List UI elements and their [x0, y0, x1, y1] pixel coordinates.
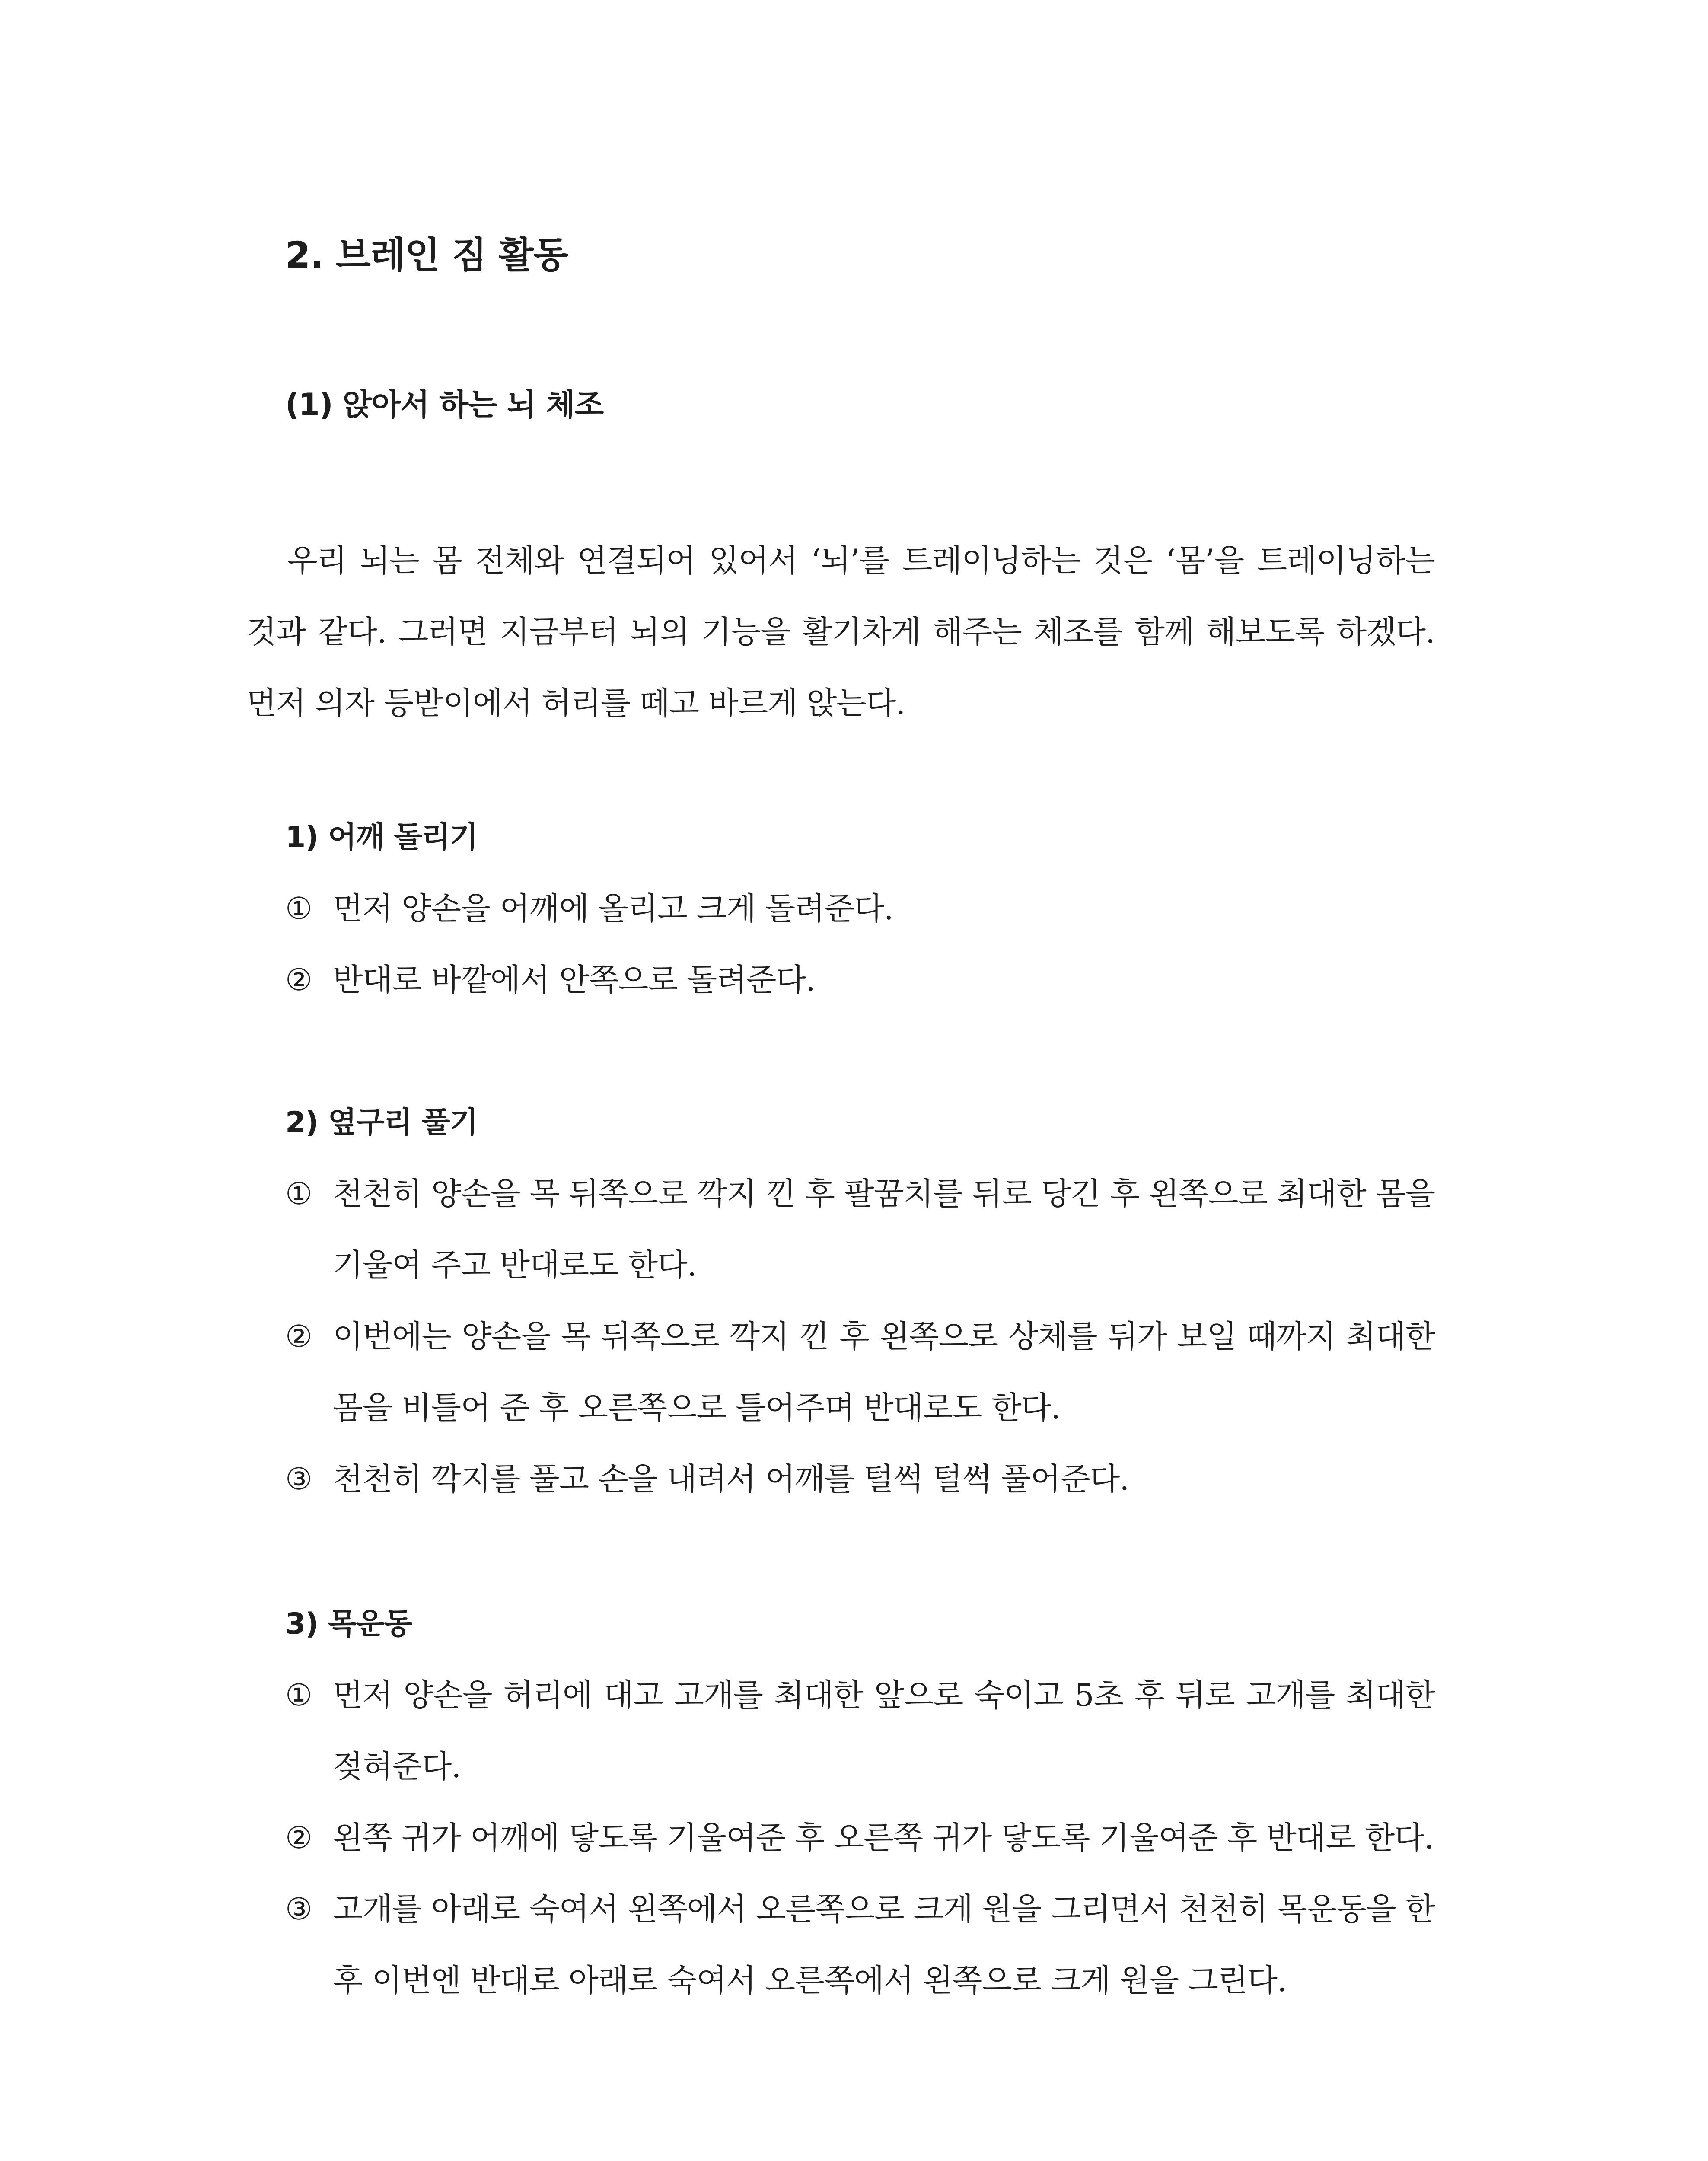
step-item [285, 1158, 1435, 1301]
step-marker: ① [285, 891, 312, 926]
subsection-title: (1) 앉아서 하는 뇌 체조 [285, 387, 604, 422]
exercise-neck [285, 1588, 1435, 2016]
step-text: 천천히 양손을 목 뒤쪽으로 깍지 낀 후 팔꿈치를 뒤로 당긴 후 왼쪽으로 최대한 몸을 기울여 주고 반대로도 한다. [333, 1176, 1435, 1283]
step-marker: ② [285, 1820, 312, 1855]
step-text: 이번에는 양손을 목 뒤쪽으로 깍지 낀 후 왼쪽으로 상체를 뒤가 보일 때까지 최대한 몸을 비틀어 준 후 오른쪽으로 틀어주며 반대로도 한다. [333, 1318, 1435, 1426]
exercise-shoulder-rotation [285, 802, 1435, 1016]
step-item [285, 1802, 1435, 1874]
step-text: 고개를 아래로 숙여서 왼쪽에서 오른쪽으로 크게 원을 그리면서 천천히 목운동을 한 후 이번엔 반대로 아래로 숙여서 오른쪽에서 왼쪽으로 크게 원을 그린다. [333, 1891, 1435, 1998]
step-item [285, 873, 1435, 944]
step-marker: ③ [285, 1461, 312, 1497]
step-list [285, 1660, 1435, 2016]
step-text: 먼저 양손을 허리에 대고 고개를 최대한 앞으로 숙이고 5초 후 뒤로 고개를 최대한 젖혀준다. [333, 1677, 1435, 1785]
step-item [285, 1874, 1435, 2016]
step-marker: ② [285, 962, 312, 998]
section-title: 2. 브레인 짐 활동 [285, 234, 568, 276]
step-item [285, 944, 1435, 1016]
step-text: 왼쪽 귀가 어깨에 닿도록 기울여준 후 오른쪽 귀가 닿도록 기울여준 후 반대로 한다. [333, 1820, 1434, 1856]
exercise-title: 2) 옆구리 풀기 [285, 1106, 478, 1140]
step-list [285, 1158, 1435, 1515]
exercise-title: 3) 목운동 [285, 1607, 412, 1641]
step-text: 반대로 바깥에서 안쪽으로 돌려준다. [333, 962, 815, 998]
step-marker: ① [285, 1176, 312, 1211]
step-item [285, 1301, 1435, 1444]
step-marker: ③ [285, 1891, 312, 1927]
step-marker: ② [285, 1319, 312, 1354]
step-text: 먼저 양손을 어깨에 올리고 크게 돌려준다. [333, 890, 893, 927]
exercise-title: 1) 어깨 돌리기 [285, 820, 478, 854]
step-item [285, 1444, 1435, 1515]
intro-paragraph: 우리 뇌는 몸 전체와 연결되어 있어서 ‘뇌’를 트레이닝하는 것은 ‘몸’을 트레이닝하는 것과 같다. 그러면 지금부터 뇌의 기능을 활기차게 해주는 체조를 함께 해보도록 하겠다. 먼저 의자 등받이에서 허리를 떼고 바르게 앉는다. [246, 542, 1435, 721]
step-list [285, 873, 1435, 1016]
step-marker: ① [285, 1677, 312, 1713]
exercise-side-stretch [285, 1087, 1435, 1515]
step-text: 천천히 깍지를 풀고 손을 내려서 어깨를 털썩 털썩 풀어준다. [333, 1461, 1129, 1497]
step-item [285, 1660, 1435, 1802]
